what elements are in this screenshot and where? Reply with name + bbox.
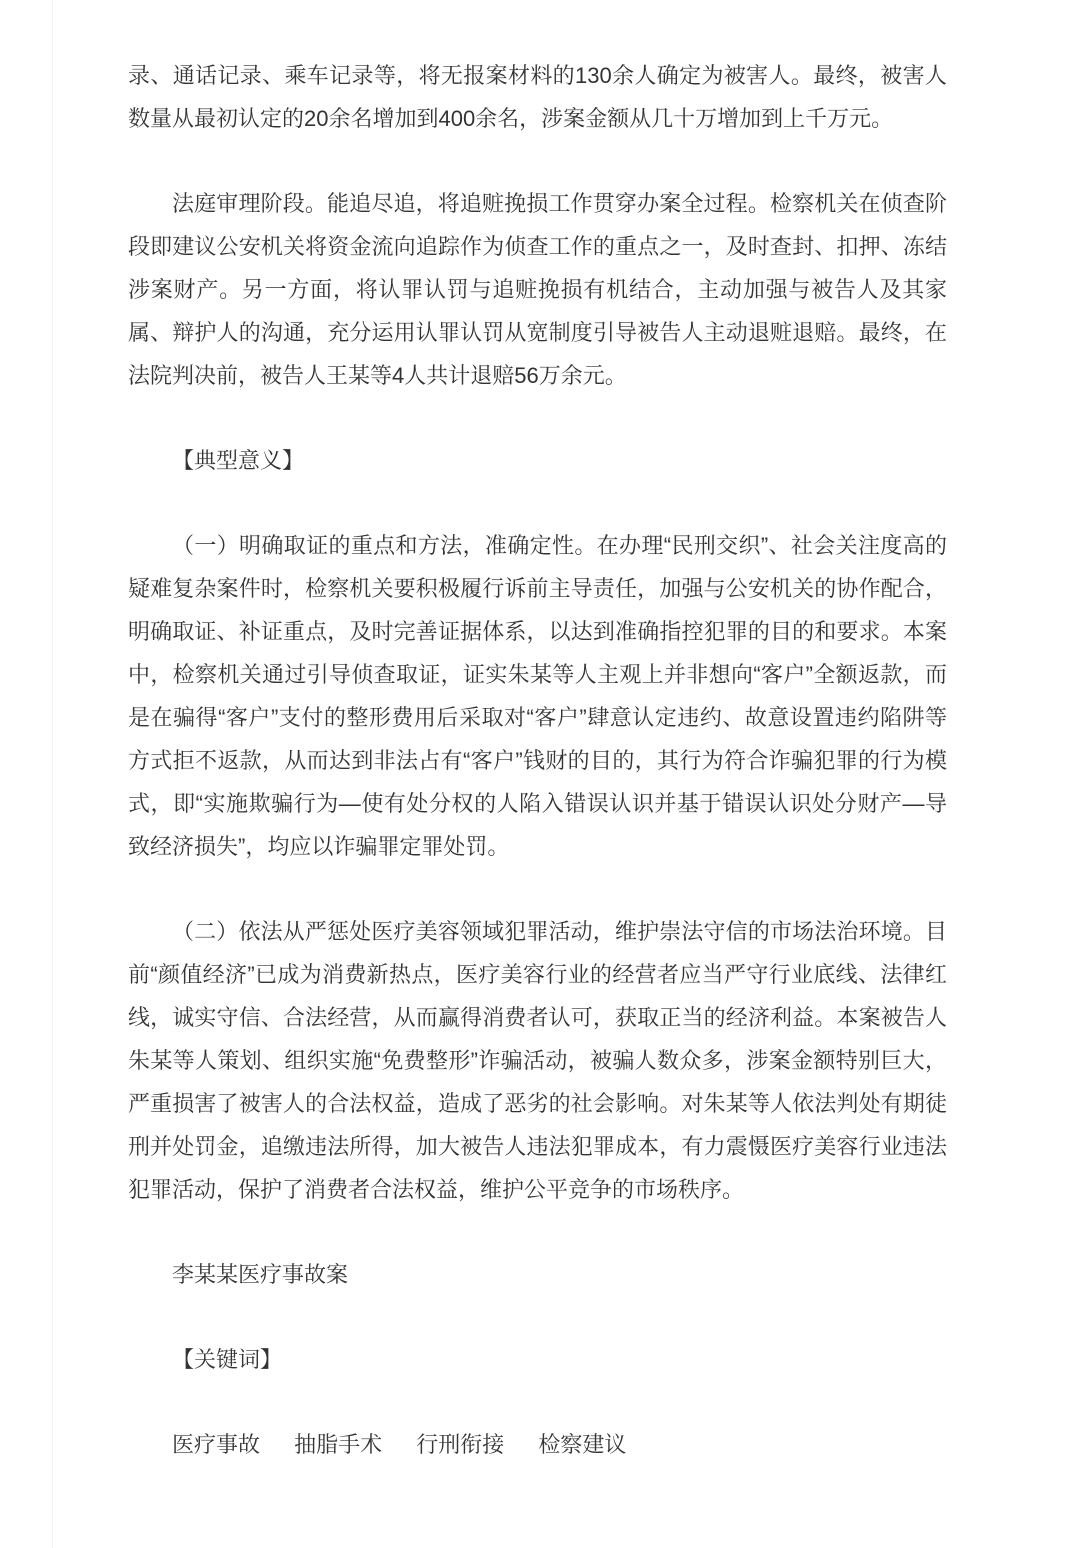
keyword-item: 抽脂手术 bbox=[294, 1432, 383, 1457]
section-heading-typical-significance: 【典型意义】 bbox=[172, 448, 305, 473]
body-paragraph-point-two: （二）依法从严惩处医疗美容领域犯罪活动，维护崇法守信的市场法治环境。目前“颜值经济”已成为消费新热点，医疗美容行业的经营者应当严守行业底线、法律红线，诚实守信、合法经营，从而赢得消费者认可，获取正当的经济利益。本案被告人朱某等人策划、组织实施“免费整形”诈骗活动，被骗人数众多，涉案金额特别巨大，严重损害了被害人的合法权益，造成了恶劣的社会影响。对朱某等人依法判处有期徒刑并处罚金，追缴违法所得，加大被告人违法犯罪成本，有力震慑医疗美容行业违法犯罪活动，保护了消费者合法权益，维护公平竞争的市场秩序。 bbox=[128, 919, 947, 1202]
body-paragraph-point-one: （一）明确取证的重点和方法，准确定性。在办理“民刑交织”、社会关注度高的疑难复杂案件时，检察机关要积极履行诉前主导责任，加强与公安机关的协作配合，明确取证、补证重点，及时完善证据体系，以达到准确指控犯罪的目的和要求。本案中，检察机关通过引导侦查取证，证实朱某等人主观上并非想向“客户”全额返款，而是在骗得“客户”支付的整形费用后采取对“客户”肆意认定违约、故意设置违约陷阱等方式拒不返款，从而达到非法占有“客户”钱财的目的，其行为符合诈骗犯罪的行为模式，即“实施欺骗行为—使有处分权的人陷入错误认识并基于错误认识处分财产—导致经济损失”，均应以诈骗罪定罪处罚。 bbox=[128, 533, 947, 859]
body-paragraph-trial-stage: 法庭审理阶段。能追尽追，将追赃挽损工作贯穿办案全过程。检察机关在侦查阶段即建议公安机关将资金流向追踪作为侦查工作的重点之一，及时查封、扣押、冻结涉案财产。另一方面，将认罪认罚与追赃挽损有机结合，主动加强与被告人及其家属、辩护人的沟通，充分运用认罪认罚从宽制度引导被告人主动退赃退赔。最终，在法院判决前，被告人王某等4人共计退赔56万余元。 bbox=[128, 191, 947, 388]
keyword-item: 行刑衔接 bbox=[416, 1432, 505, 1457]
body-paragraph-continuation: 录、通话记录、乘车记录等，将无报案材料的130余人确定为被害人。最终，被害人数量从最初认定的20余名增加到400余名，涉案金额从几十万增加到上千万元。 bbox=[128, 63, 947, 131]
keyword-item: 检察建议 bbox=[538, 1432, 627, 1457]
keywords-row bbox=[128, 1423, 947, 1466]
case-title: 李某某医疗事故案 bbox=[172, 1262, 349, 1287]
keyword-item: 医疗事故 bbox=[172, 1432, 261, 1457]
section-heading-keywords: 【关键词】 bbox=[172, 1347, 283, 1372]
